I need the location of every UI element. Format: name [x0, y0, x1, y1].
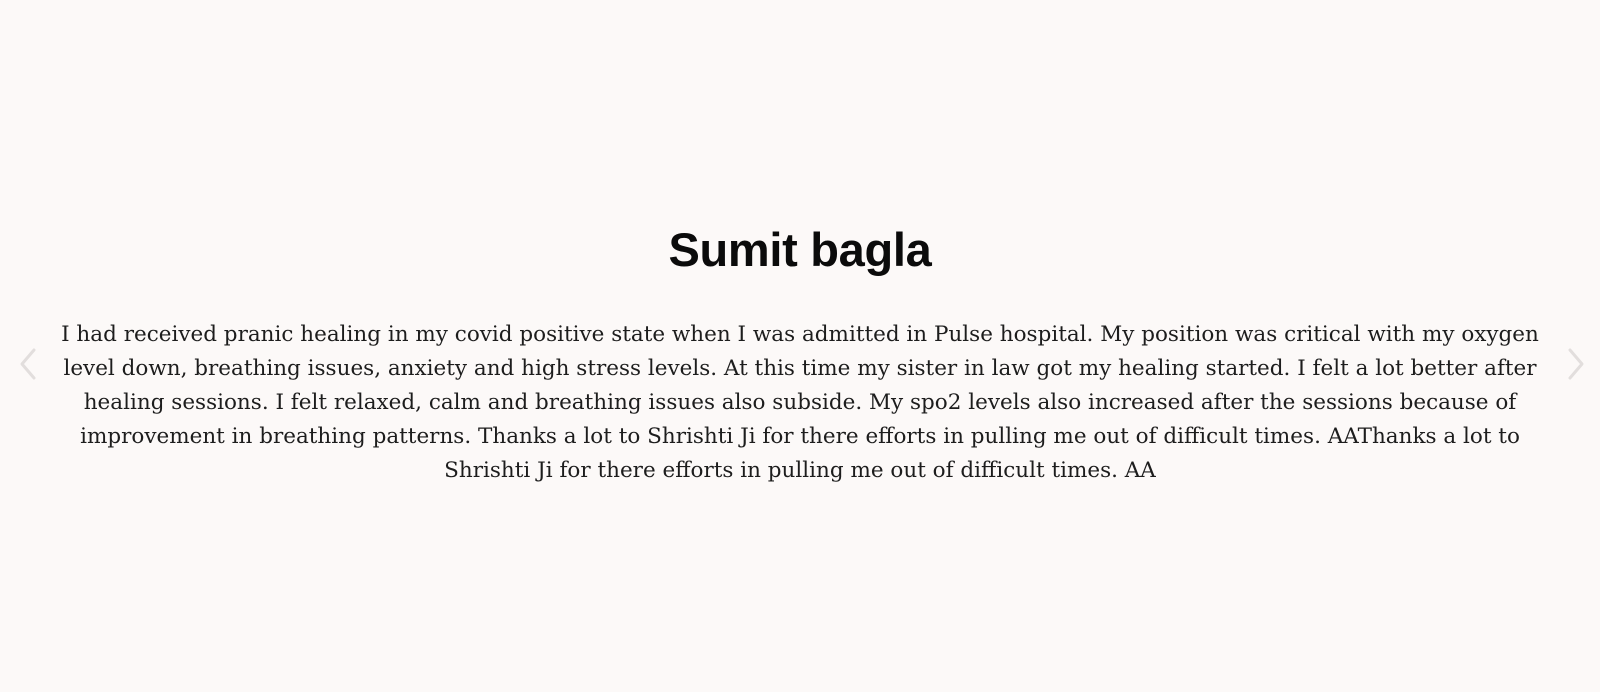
testimonial-author: Sumit bagla — [668, 223, 932, 276]
next-slide-button[interactable] — [1558, 340, 1594, 388]
chevron-left-icon — [18, 347, 38, 381]
testimonial-text: I had received pranic healing in my covid positive state when I was admitted in Pulse hospital. My position was critical with my oxygen level down, breathing issues, anxiety and high stress levels. At this time my sister in law got my healing started. I felt a lot better after healing sessions. I felt relaxed, calm and breathing issues also subside. My spo2 levels also increased after the sessions because of improvement in breathing patterns. Thanks a lot to Shrishti Ji for there efforts in pulling me out of difficult times. AAThanks a lot to Shrishti Ji for there efforts in pulling me out of difficult times. AA — [61, 322, 1539, 483]
previous-slide-button[interactable] — [10, 340, 46, 388]
chevron-right-icon — [1566, 347, 1586, 381]
testimonial-slide — [60, 222, 1540, 488]
